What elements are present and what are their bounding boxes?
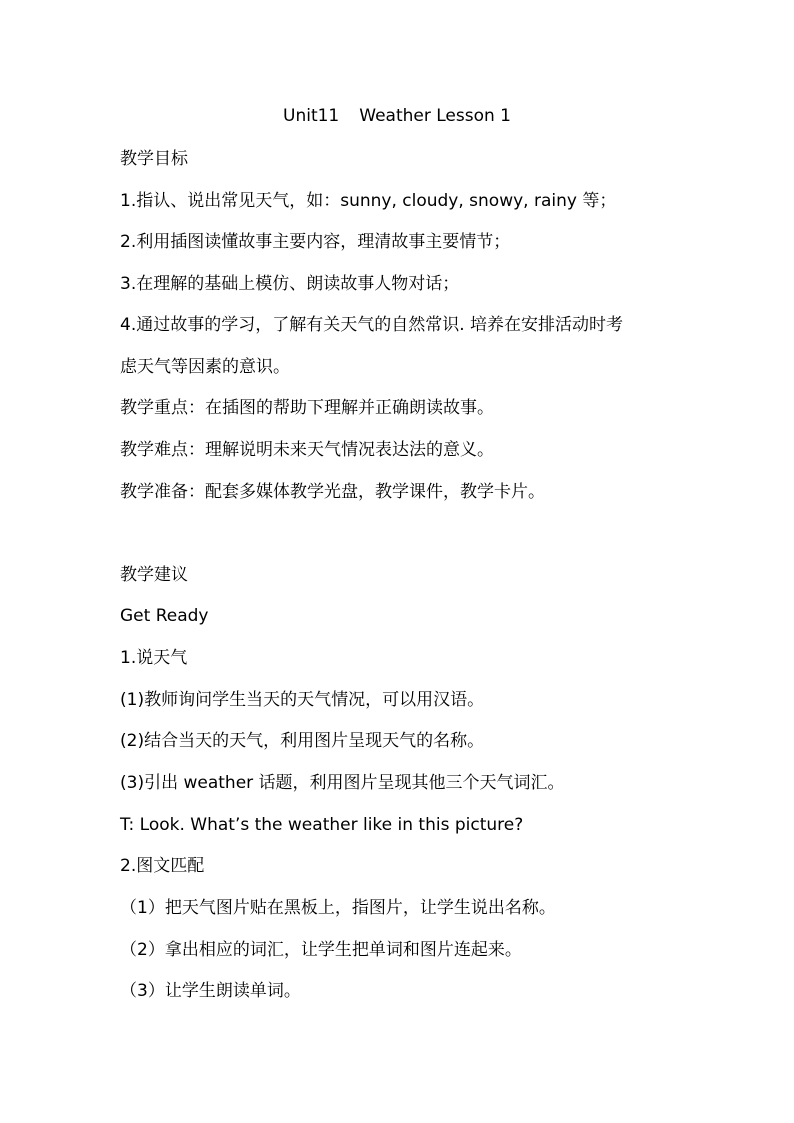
- objective-1: 1.指认、说出常见天气，如：sunny, cloudy, snowy, rainy 等；: [120, 191, 617, 211]
- section-heading-suggestions: 教学建议: [120, 565, 188, 585]
- title-lesson: Weather Lesson 1: [359, 106, 511, 126]
- step-2-item-3: （3）让学生朗读单词。: [120, 981, 301, 1001]
- title-unit: Unit11: [283, 106, 340, 126]
- difficult-points: 教学难点：理解说明未来天气情况表达法的意义。: [120, 440, 494, 460]
- step-1-heading: 1.说天气: [120, 648, 188, 668]
- document-title: [0, 103, 794, 129]
- step-1-item-3: (3)引出 weather 话题，利用图片呈现其他三个天气词汇。: [120, 773, 565, 793]
- objective-4-continued: 虑天气等因素的意识。: [120, 357, 290, 377]
- step-2-heading: 2.图文匹配: [120, 856, 205, 876]
- section-heading-objectives: 教学目标: [120, 149, 188, 169]
- key-points: 教学重点：在插图的帮助下理解并正确朗读故事。: [120, 398, 494, 418]
- teacher-prompt: T: Look. What’s the weather like in this picture?: [120, 815, 524, 835]
- objective-4: 4.通过故事的学习，了解有关天气的自然常识. 培养在安排活动时考: [120, 315, 624, 335]
- step-2-item-2: （2）拿出相应的词汇，让学生把单词和图片连起来。: [120, 940, 522, 960]
- step-2-item-1: （1）把天气图片贴在黑板上，指图片，让学生说出名称。: [120, 898, 556, 918]
- teaching-preparation: 教学准备：配套多媒体教学光盘，教学课件，教学卡片。: [120, 482, 545, 502]
- step-1-item-2: (2)结合当天的天气，利用图片呈现天气的名称。: [120, 731, 485, 751]
- objective-3: 3.在理解的基础上模仿、朗读故事人物对话；: [120, 274, 460, 294]
- step-1-item-1: (1)教师询问学生当天的天气情况，可以用汉语。: [120, 690, 485, 710]
- objective-2: 2.利用插图读懂故事主要内容，理清故事主要情节；: [120, 232, 511, 252]
- get-ready-heading: Get Ready: [120, 606, 209, 626]
